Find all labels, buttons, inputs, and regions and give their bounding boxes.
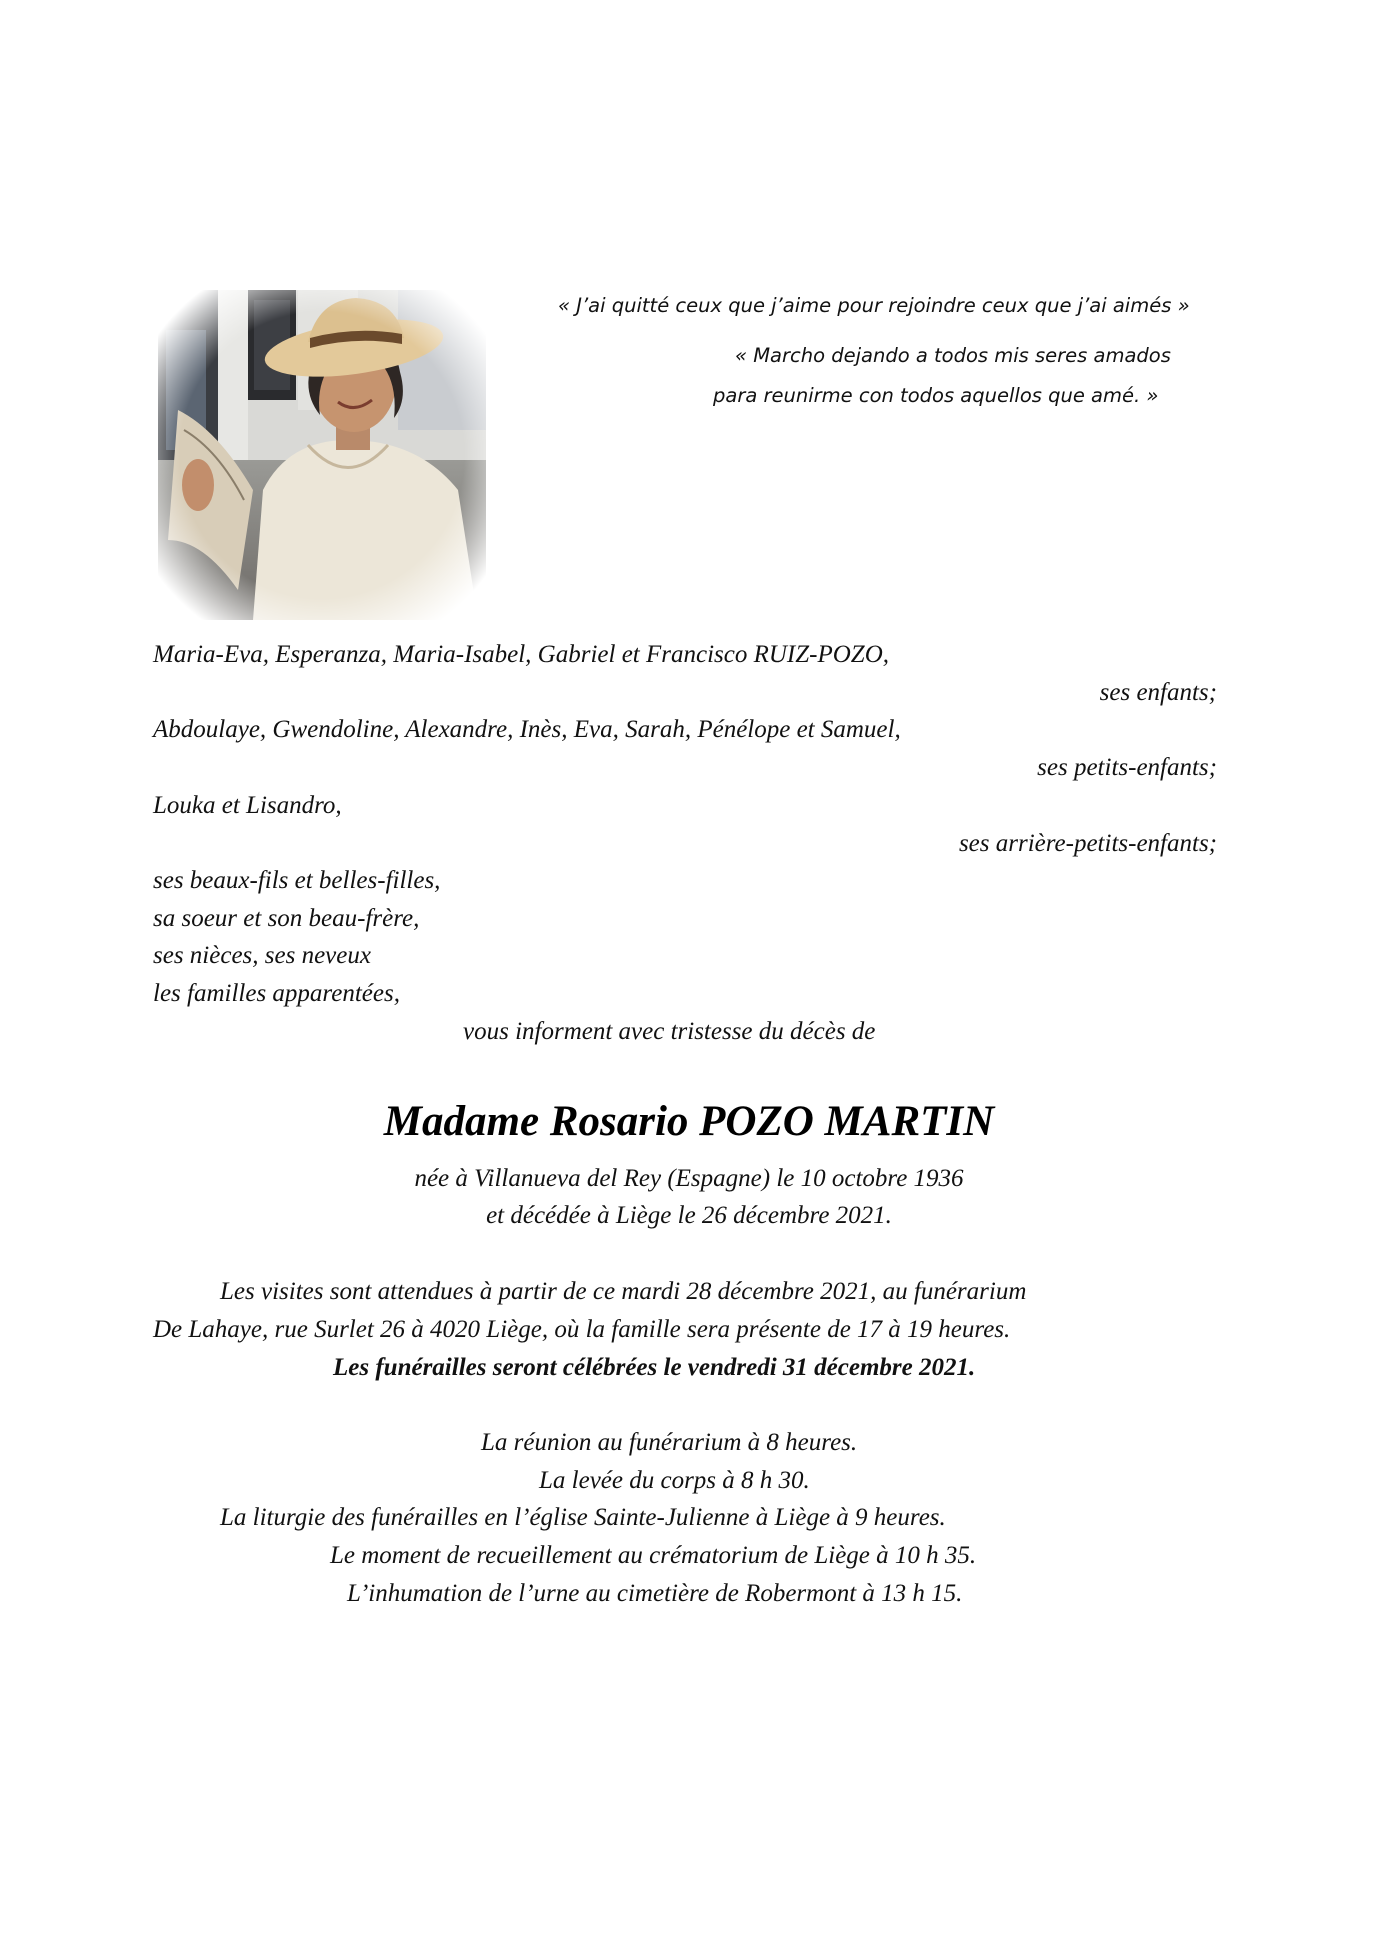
family-other-line: les familles apparentées, xyxy=(153,980,400,1007)
children-relation: ses enfants; xyxy=(1099,679,1217,706)
grandchildren-relation: ses petits-enfants; xyxy=(1037,754,1217,781)
schedule-item: La levée du corps à 8 h 30. xyxy=(539,1467,810,1494)
visits-line-1: Les visites sont attendues à partir de ce mardi 28 décembre 2021, au funérarium xyxy=(220,1278,1027,1305)
funeral-date: Les funérailles seront célébrées le vendredi 31 décembre 2021. xyxy=(333,1354,976,1381)
schedule-item: La réunion au funérarium à 8 heures. xyxy=(481,1429,858,1456)
great-grandchildren-relation: ses arrière-petits-enfants; xyxy=(958,830,1217,857)
birth-line: née à Villanueva del Rey (Espagne) le 10 octobre 1936 xyxy=(414,1165,964,1192)
children-names: Maria-Eva, Esperanza, Maria-Isabel, Gabriel et Francisco RUIZ-POZO, xyxy=(153,641,890,668)
death-line: et décédée à Liège le 26 décembre 2021. xyxy=(486,1202,892,1229)
family-other-line: ses beaux-fils et belles-filles, xyxy=(153,867,441,894)
grandchildren-names: Abdoulaye, Gwendoline, Alexandre, Inès, Eva, Sarah, Pénélope et Samuel, xyxy=(153,716,901,743)
portrait-photo xyxy=(158,290,486,620)
spanish-quote-line-2: para reunirme con todos aquellos que amé. » xyxy=(713,384,1159,407)
spanish-quote-line-1: « Marcho dejando a todos mis seres amados xyxy=(735,344,1171,367)
inform-line: vous informent avec tristesse du décès de xyxy=(463,1018,876,1045)
great-grandchildren-names: Louka et Lisandro, xyxy=(153,792,342,819)
deceased-name: Madame Rosario POZO MARTIN xyxy=(383,1098,995,1145)
family-other-line: ses nièces, ses neveux xyxy=(153,942,371,969)
visits-line-2: De Lahaye, rue Surlet 26 à 4020 Liège, où la famille sera présente de 17 à 19 heures. xyxy=(153,1316,1011,1343)
family-other-line: sa soeur et son beau-frère, xyxy=(153,905,420,932)
schedule-item: Le moment de recueillement au crématorium de Liège à 10 h 35. xyxy=(330,1542,977,1569)
french-quote: « J’ai quitté ceux que j’aime pour rejoindre ceux que j’ai aimés » xyxy=(558,294,1190,317)
schedule-item: L’inhumation de l’urne au cimetière de Robermont à 13 h 15. xyxy=(347,1580,963,1607)
portrait-photo-icon xyxy=(158,290,486,620)
schedule-item: La liturgie des funérailles en l’église Sainte-Julienne à Liège à 9 heures. xyxy=(220,1504,946,1531)
